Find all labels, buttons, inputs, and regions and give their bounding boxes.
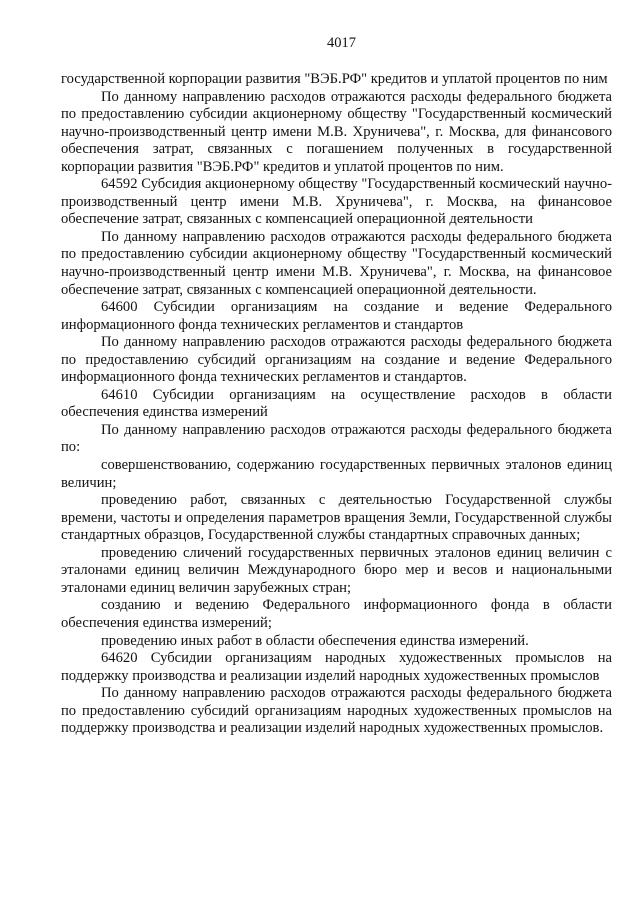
- list-item: совершенствованию, содержанию государственных первичных эталонов единиц величин;: [61, 457, 612, 491]
- paragraph: По данному направлению расходов отражаются расходы федерального бюджета по предоставлению субсидии акционерному обществу "Государственный космический научно-производственный центр имени М.В. Хруничева", г. Москва, для финансового обеспечения затрат, связанных с погашением полученных в государственной корпорации развития "ВЭБ.РФ" кредитов и уплатой процентов по ним.: [61, 88, 612, 175]
- paragraph-code-64600: 64600 Субсидии организациям на создание и ведение Федерального информационного фонда технических регламентов и стандартов: [61, 299, 612, 333]
- paragraph: По данному направлению расходов отражаются расходы федерального бюджета по предоставлению субсидии акционерному обществу "Государственный космический научно-производственный центр имени М.В. Хруничева", г. Москва, на финансовое обеспечение затрат, связанных с компенсацией операционной деятельности.: [61, 228, 612, 298]
- paragraph: По данному направлению расходов отражаются расходы федерального бюджета по:: [61, 421, 612, 456]
- list-item: проведению иных работ в области обеспечения единства измерений.: [101, 632, 529, 649]
- paragraph: По данному направлению расходов отражаются расходы федерального бюджета по предоставлению субсидий организациям на создание и ведение Федерального информационного фонда технических регламентов и стандартов.: [61, 334, 612, 386]
- document-body: [61, 71, 612, 738]
- paragraph: По данному направлению расходов отражаются расходы федерального бюджета по предоставлению субсидий организациям народных художественных промыслов на поддержку производства и реализации изделий народных художественных промыслов.: [61, 685, 612, 737]
- list-item: проведению работ, связанных с деятельностью Государственной службы времени, частоты и определения параметров вращения Земли, Государственной службы стандартных образцов, Государственной службы стандартных справочных данных;: [61, 492, 612, 544]
- paragraph-continuation: государственной корпорации развития "ВЭБ.РФ" кредитов и уплатой процентов по ним: [61, 71, 608, 87]
- paragraph-code-64610: 64610 Субсидии организациям на осуществление расходов в области обеспечения единства измерений: [61, 386, 612, 421]
- paragraph-code-64592: 64592 Субсидия акционерному обществу "Государственный космический научно-производственный центр имени М.В. Хруничева", г. Москва, на финансовое обеспечение затрат, связанных с компенсацией операционной деятельности: [61, 176, 612, 228]
- list-item: созданию и ведению Федерального информационного фонда в области обеспечения единства измерений;: [61, 597, 612, 631]
- page-number: 4017: [327, 35, 356, 51]
- list-item: проведению сличений государственных первичных эталонов единиц величин с эталонами единиц величин Международного бюро мер и весов и национальными эталонами единиц величин зарубежных стран;: [61, 544, 612, 596]
- paragraph-code-64620: 64620 Субсидии организациям народных художественных промыслов на поддержку производства и реализации изделий народных художественных промыслов: [61, 650, 612, 684]
